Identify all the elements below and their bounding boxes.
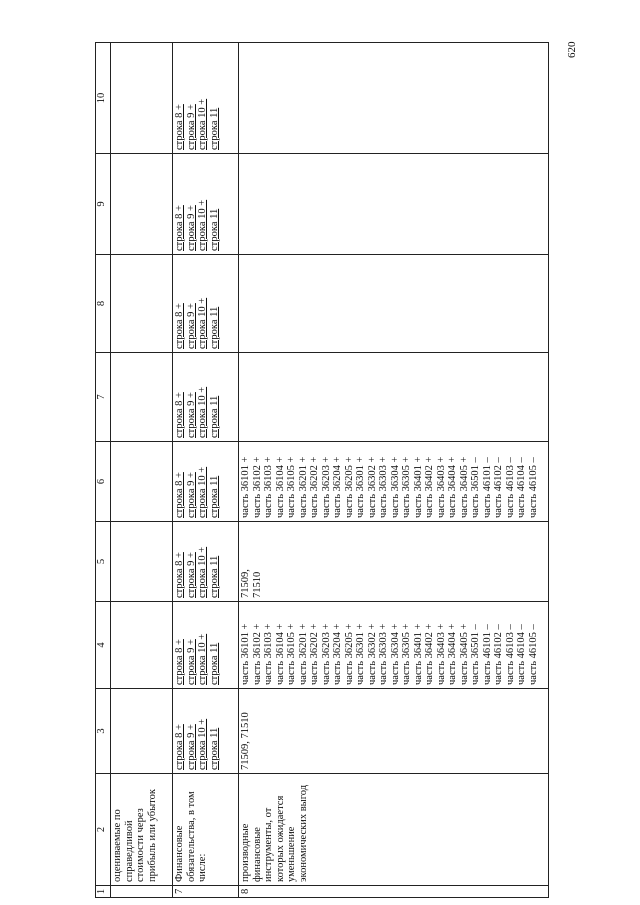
formula-line: строка 10 + (197, 297, 208, 349)
part-line: часть 36201 + (297, 623, 309, 685)
formula-line: строка 9 + (185, 552, 197, 598)
part-line: часть 36205 + (343, 456, 355, 518)
cell (111, 602, 173, 689)
part-line: часть 36304 + (389, 456, 401, 518)
formula-line: строка 11 (208, 208, 220, 251)
part-line: часть 36303 + (378, 623, 389, 685)
formula-line: строка 9 + (185, 724, 197, 770)
formula-line: строка 10 + (197, 199, 208, 251)
part-line: часть 36105 + (286, 623, 297, 685)
parts-cell (239, 442, 549, 522)
part-line: часть 36101 + (240, 456, 251, 518)
col-header: 2 (96, 774, 111, 886)
cell (111, 255, 173, 353)
formula-line: строка 11 (208, 642, 220, 685)
formula-line: строка 8 + (174, 303, 185, 349)
part-line: часть 36102 + (251, 623, 263, 685)
part-line: часть 36403 + (435, 623, 447, 685)
part-line: часть 36303 + (378, 456, 389, 518)
part-line: часть 36204 + (332, 456, 343, 518)
formula-cell (173, 522, 239, 602)
formula-line: строка 9 + (185, 303, 197, 349)
cell (111, 442, 173, 522)
cell (111, 522, 173, 602)
part-line: часть 36101 + (240, 623, 251, 685)
formula-line: строка 9 + (185, 392, 197, 438)
part-line: часть 36204 + (332, 623, 343, 685)
account-cell: 71509, 71510 (239, 689, 549, 774)
cell (239, 353, 549, 442)
formula-line: строка 8 + (174, 104, 185, 150)
part-line: часть 36501 – (470, 457, 481, 518)
part-line: часть 36104 + (274, 623, 286, 685)
part-line: часть 36104 + (274, 456, 286, 518)
formula-cell (173, 602, 239, 689)
table-row-8 (239, 43, 549, 898)
part-line: часть 36103 + (263, 456, 274, 518)
cell (111, 689, 173, 774)
row-name-cell: Финансовые обязательства, в том числе: (173, 774, 239, 886)
col-header: 9 (96, 154, 111, 255)
part-line: часть 36501 – (470, 624, 481, 685)
formula-cell (173, 353, 239, 442)
col-header: 8 (96, 255, 111, 353)
header-row (96, 43, 111, 898)
part-line: часть 36402 + (424, 623, 435, 685)
part-line: часть 36302 + (366, 623, 378, 685)
part-line: часть 36401 + (412, 456, 424, 518)
part-line: часть 36305 + (401, 456, 412, 518)
cell (239, 255, 549, 353)
part-line: часть 46103 – (504, 624, 516, 685)
part-line: часть 36404 + (447, 456, 458, 518)
part-line: часть 46102 – (493, 457, 504, 518)
formula-line: строка 11 (208, 475, 220, 518)
data-table (95, 42, 549, 898)
formula-line: строка 10 + (197, 546, 208, 598)
col-header: 10 (96, 43, 111, 154)
formula-line: строка 8 + (174, 392, 185, 438)
formula-line: строка 10 + (197, 98, 208, 150)
col-header: 6 (96, 442, 111, 522)
col-header: 7 (96, 353, 111, 442)
part-line: часть 36405 + (458, 456, 470, 518)
formula-cell (173, 154, 239, 255)
part-line: часть 36301 + (355, 623, 366, 685)
formula-line: строка 9 + (185, 472, 197, 518)
part-line: часть 36202 + (309, 456, 320, 518)
formula-line: строка 11 (208, 107, 220, 150)
part-line: часть 46103 – (504, 457, 516, 518)
formula-line: строка 10 + (197, 633, 208, 685)
formula-line: строка 10 + (197, 718, 208, 770)
formula-cell (173, 689, 239, 774)
part-line: часть 36305 + (401, 623, 412, 685)
part-line: часть 36102 + (251, 456, 263, 518)
cell (239, 43, 549, 154)
formula-line: строка 8 + (174, 205, 185, 251)
cell (111, 154, 173, 255)
part-line: часть 36401 + (412, 623, 424, 685)
part-line: часть 36304 + (389, 623, 401, 685)
page-number: 620 (566, 41, 578, 58)
part-line: часть 36402 + (424, 456, 435, 518)
row-number: 7 (173, 886, 239, 898)
cell (111, 353, 173, 442)
part-line: часть 46101 – (481, 457, 493, 518)
account-cell-split: 71509, 71510 (239, 522, 549, 602)
formula-line: строка 8 + (174, 552, 185, 598)
part-line: часть 46104 – (516, 457, 527, 518)
part-line: часть 46105 – (527, 457, 539, 518)
part-line: часть 36302 + (366, 456, 378, 518)
formula-line: строка 10 + (197, 466, 208, 518)
formula-line: строка 11 (208, 395, 220, 438)
formula-line: строка 8 + (174, 724, 185, 770)
formula-line: строка 9 + (185, 205, 197, 251)
col-header: 3 (96, 689, 111, 774)
part-line: часть 36105 + (286, 456, 297, 518)
col-header: 5 (96, 522, 111, 602)
formula-line: строка 8 + (174, 639, 185, 685)
part-line: часть 36205 + (343, 623, 355, 685)
part-line: часть 36405 + (458, 623, 470, 685)
part-line: часть 46104 – (516, 624, 527, 685)
part-line: часть 36103 + (263, 623, 274, 685)
row-name-cell: оцениваемые по справедливой стоимости через прибыль или убыток (111, 774, 173, 886)
part-line: часть 36201 + (297, 456, 309, 518)
cell (111, 886, 173, 898)
part-line: часть 46102 – (493, 624, 504, 685)
formula-line: строка 9 + (185, 104, 197, 150)
formula-line: строка 11 (208, 555, 220, 598)
part-line: часть 36404 + (447, 623, 458, 685)
col-header: 1 (96, 886, 111, 898)
part-line: часть 36403 + (435, 456, 447, 518)
rotated-table-page (95, 43, 581, 898)
col-header: 4 (96, 602, 111, 689)
formula-line: строка 9 + (185, 639, 197, 685)
formula-line: строка 10 + (197, 386, 208, 438)
part-line: часть 36203 + (320, 623, 332, 685)
formula-cell (173, 255, 239, 353)
formula-line: строка 11 (208, 306, 220, 349)
formula-line: строка 8 + (174, 472, 185, 518)
cell (239, 154, 549, 255)
part-line: часть 36203 + (320, 456, 332, 518)
cell (111, 43, 173, 154)
formula-cell (173, 442, 239, 522)
parts-cell (239, 602, 549, 689)
part-line: часть 36202 + (309, 623, 320, 685)
part-line: часть 46105 – (527, 624, 539, 685)
row-number: 8 (239, 886, 549, 898)
formula-cell (173, 43, 239, 154)
part-line: часть 46101 – (481, 624, 493, 685)
table-row-continuation (111, 43, 173, 898)
formula-line: строка 11 (208, 727, 220, 770)
row-name-cell: производные финансовые инструменты, от которых ожидается уменьшение экономических выгод (239, 774, 549, 886)
part-line: часть 36301 + (355, 456, 366, 518)
table-row-7 (173, 43, 239, 898)
